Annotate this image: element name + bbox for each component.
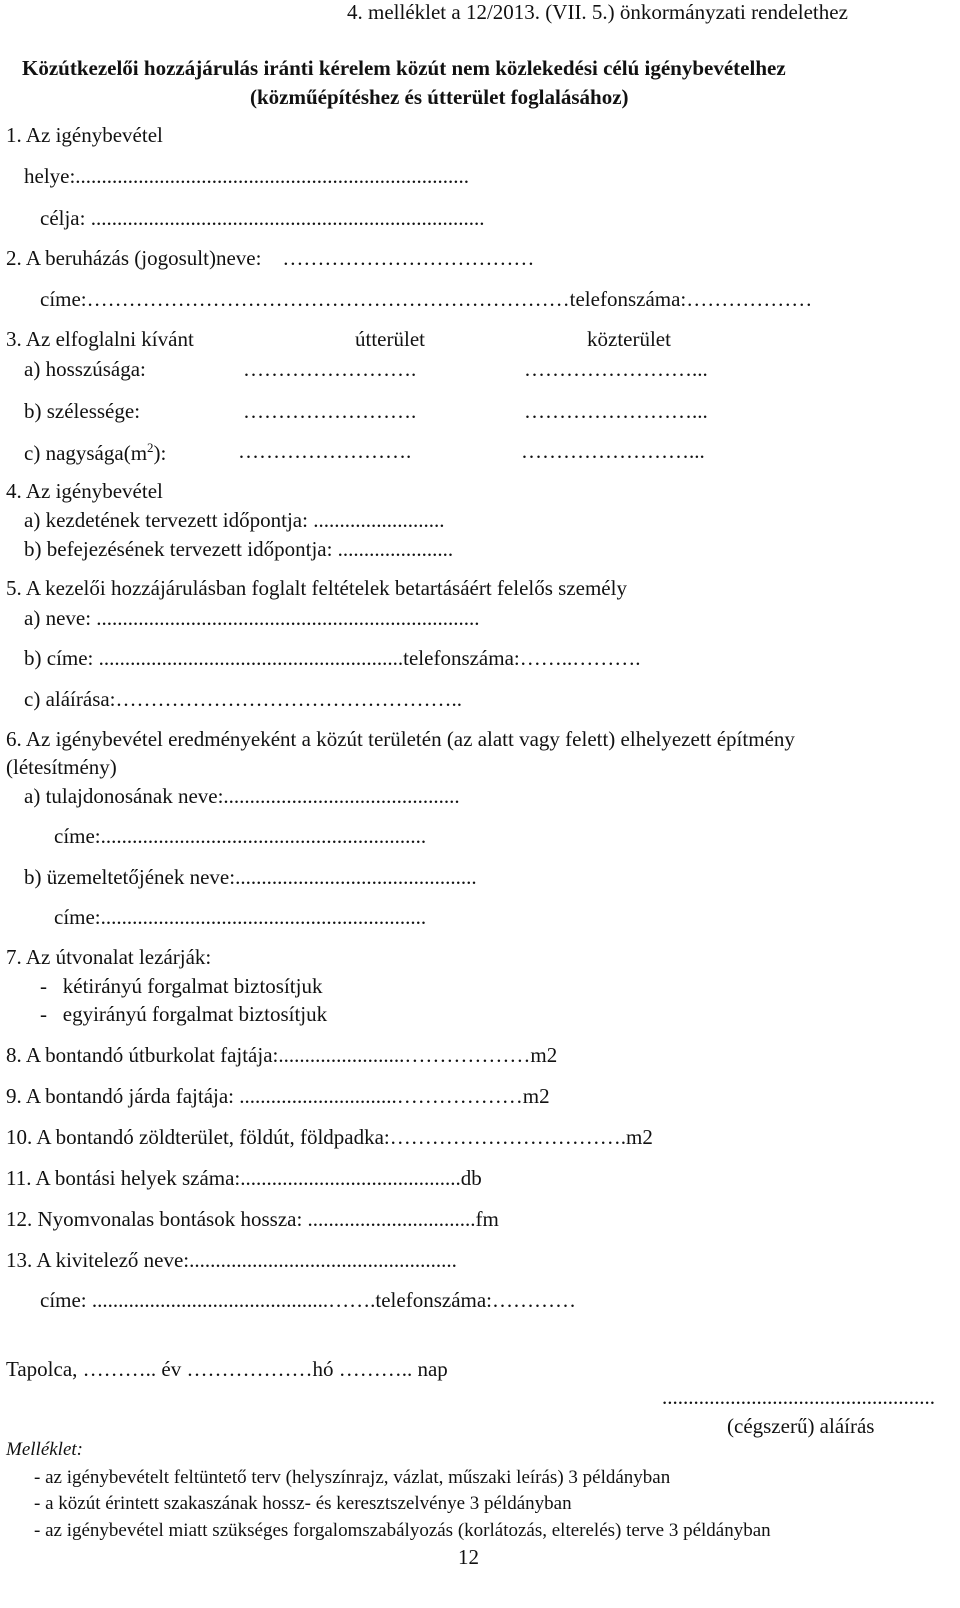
signature-label: (cégszerű) aláírás bbox=[727, 1414, 875, 1438]
document-subtitle: (közműépítéshez és útterület foglalásához) bbox=[250, 85, 629, 109]
contractor-address-field: címe: .............................................…….telefonszáma:………… bbox=[40, 1288, 577, 1312]
usage-purpose-field: célja: ........................................................................... bbox=[40, 206, 485, 230]
owner-name-field: a) tulajdonosának neve:............................................. bbox=[24, 784, 460, 808]
traffic-option-two-way: - kétirányú forgalmat biztosítjuk bbox=[40, 974, 323, 998]
responsible-signature-field: c) aláírása:………………………………………….. bbox=[24, 687, 463, 711]
section-1-heading: 1. Az igénybevétel bbox=[6, 123, 163, 147]
responsible-name-field: a) neve: ......................................................................... bbox=[24, 606, 480, 630]
trench-length-field: 12. Nyomvonalas bontások hossza: ................................fm bbox=[6, 1207, 499, 1231]
pavement-type-field: 8. A bontandó útburkolat fajtája:........................………………m2 bbox=[6, 1043, 558, 1067]
sidewalk-type-field: 9. A bontandó járda fajtája: ..............................………………m2 bbox=[6, 1084, 550, 1108]
section-6-heading: 6. Az igénybevétel eredményeként a közút területén (az alatt vagy felett) elhelyezett építmény bbox=[6, 727, 795, 751]
attachments-label: Melléklet: bbox=[6, 1439, 84, 1460]
annex-reference: 4. melléklet a 12/2013. (VII. 5.) önkormányzati rendelethez bbox=[347, 0, 848, 24]
length-label: a) hosszúsága: bbox=[24, 357, 146, 381]
length-public-value: ……………………... bbox=[524, 357, 708, 381]
section-3-heading: 3. Az elfoglalni kívánt bbox=[6, 327, 194, 351]
size-road-value: ……………………. bbox=[238, 439, 412, 463]
document-title: Közútkezelői hozzájárulás iránti kérelem közút nem közlekedési célú igénybevételhez bbox=[22, 56, 786, 80]
section-6-heading-cont: (létesítmény) bbox=[6, 755, 117, 779]
column-public-area: közterület bbox=[587, 327, 671, 351]
size-public-value: ……………………... bbox=[521, 439, 705, 463]
usage-place-field: helye:........................................................................... bbox=[24, 164, 470, 188]
traffic-option-one-way: - egyirányú forgalmat biztosítjuk bbox=[40, 1002, 328, 1026]
width-public-value: ……………………... bbox=[524, 399, 708, 423]
width-label: b) szélessége: bbox=[24, 399, 141, 423]
width-road-value: ……………………. bbox=[243, 399, 417, 423]
dig-site-count-field: 11. A bontási helyek száma:..........................................db bbox=[6, 1166, 482, 1190]
operator-address-field: címe:.............................................................. bbox=[54, 905, 427, 929]
attachment-item: - az igénybevétel miatt szükséges forgalomszabályozás (korlátozás, elterelés) terve 3 példányban bbox=[34, 1520, 771, 1541]
responsible-address-field: b) címe: ..........................................................telefonszáma:……..………. bbox=[24, 646, 641, 670]
investor-name-field: 2. A beruházás (jogosult)neve: ……………………………… bbox=[6, 246, 535, 270]
section-4-heading: 4. Az igénybevétel bbox=[6, 479, 163, 503]
investor-address-field: címe:……………………………………………………………telefonszáma:……………… bbox=[40, 287, 813, 311]
owner-address-field: címe:.............................................................. bbox=[54, 824, 427, 848]
start-date-field: a) kezdetének tervezett időpontja: ......................... bbox=[24, 508, 445, 532]
size-label: c) $nagysága(m^2)$: bbox=[24, 440, 167, 465]
page-number: 12 bbox=[458, 1545, 479, 1569]
column-road-area: útterület bbox=[355, 327, 425, 351]
date-line: Tapolca, ……….. év ………………hó ……….. nap bbox=[6, 1357, 448, 1381]
length-road-value: ……………………. bbox=[243, 357, 417, 381]
contractor-name-field: 13. A kivitelező neve:................................................... bbox=[6, 1248, 457, 1272]
green-area-field: 10. A bontandó zöldterület, földút, földpadka:…………………………….m2 bbox=[6, 1125, 653, 1149]
attachment-item: - az igénybevételt feltüntető terv (helyszínrajz, vázlat, műszaki leírás) 3 példányban bbox=[34, 1467, 671, 1488]
attachment-item: - a közút érintett szakaszának hossz- és keresztszelvénye 3 példányban bbox=[34, 1493, 572, 1514]
section-7-heading: 7. Az útvonalat lezárják: bbox=[6, 945, 212, 969]
end-date-field: b) befejezésének tervezett időpontja: ...................... bbox=[24, 537, 454, 561]
signature-dots: .................................................... bbox=[662, 1385, 935, 1409]
section-5-heading: 5. A kezelői hozzájárulásban foglalt feltételek betartásáért felelős személy bbox=[6, 576, 627, 600]
operator-name-field: b) üzemeltetőjének neve:.............................................. bbox=[24, 865, 477, 889]
